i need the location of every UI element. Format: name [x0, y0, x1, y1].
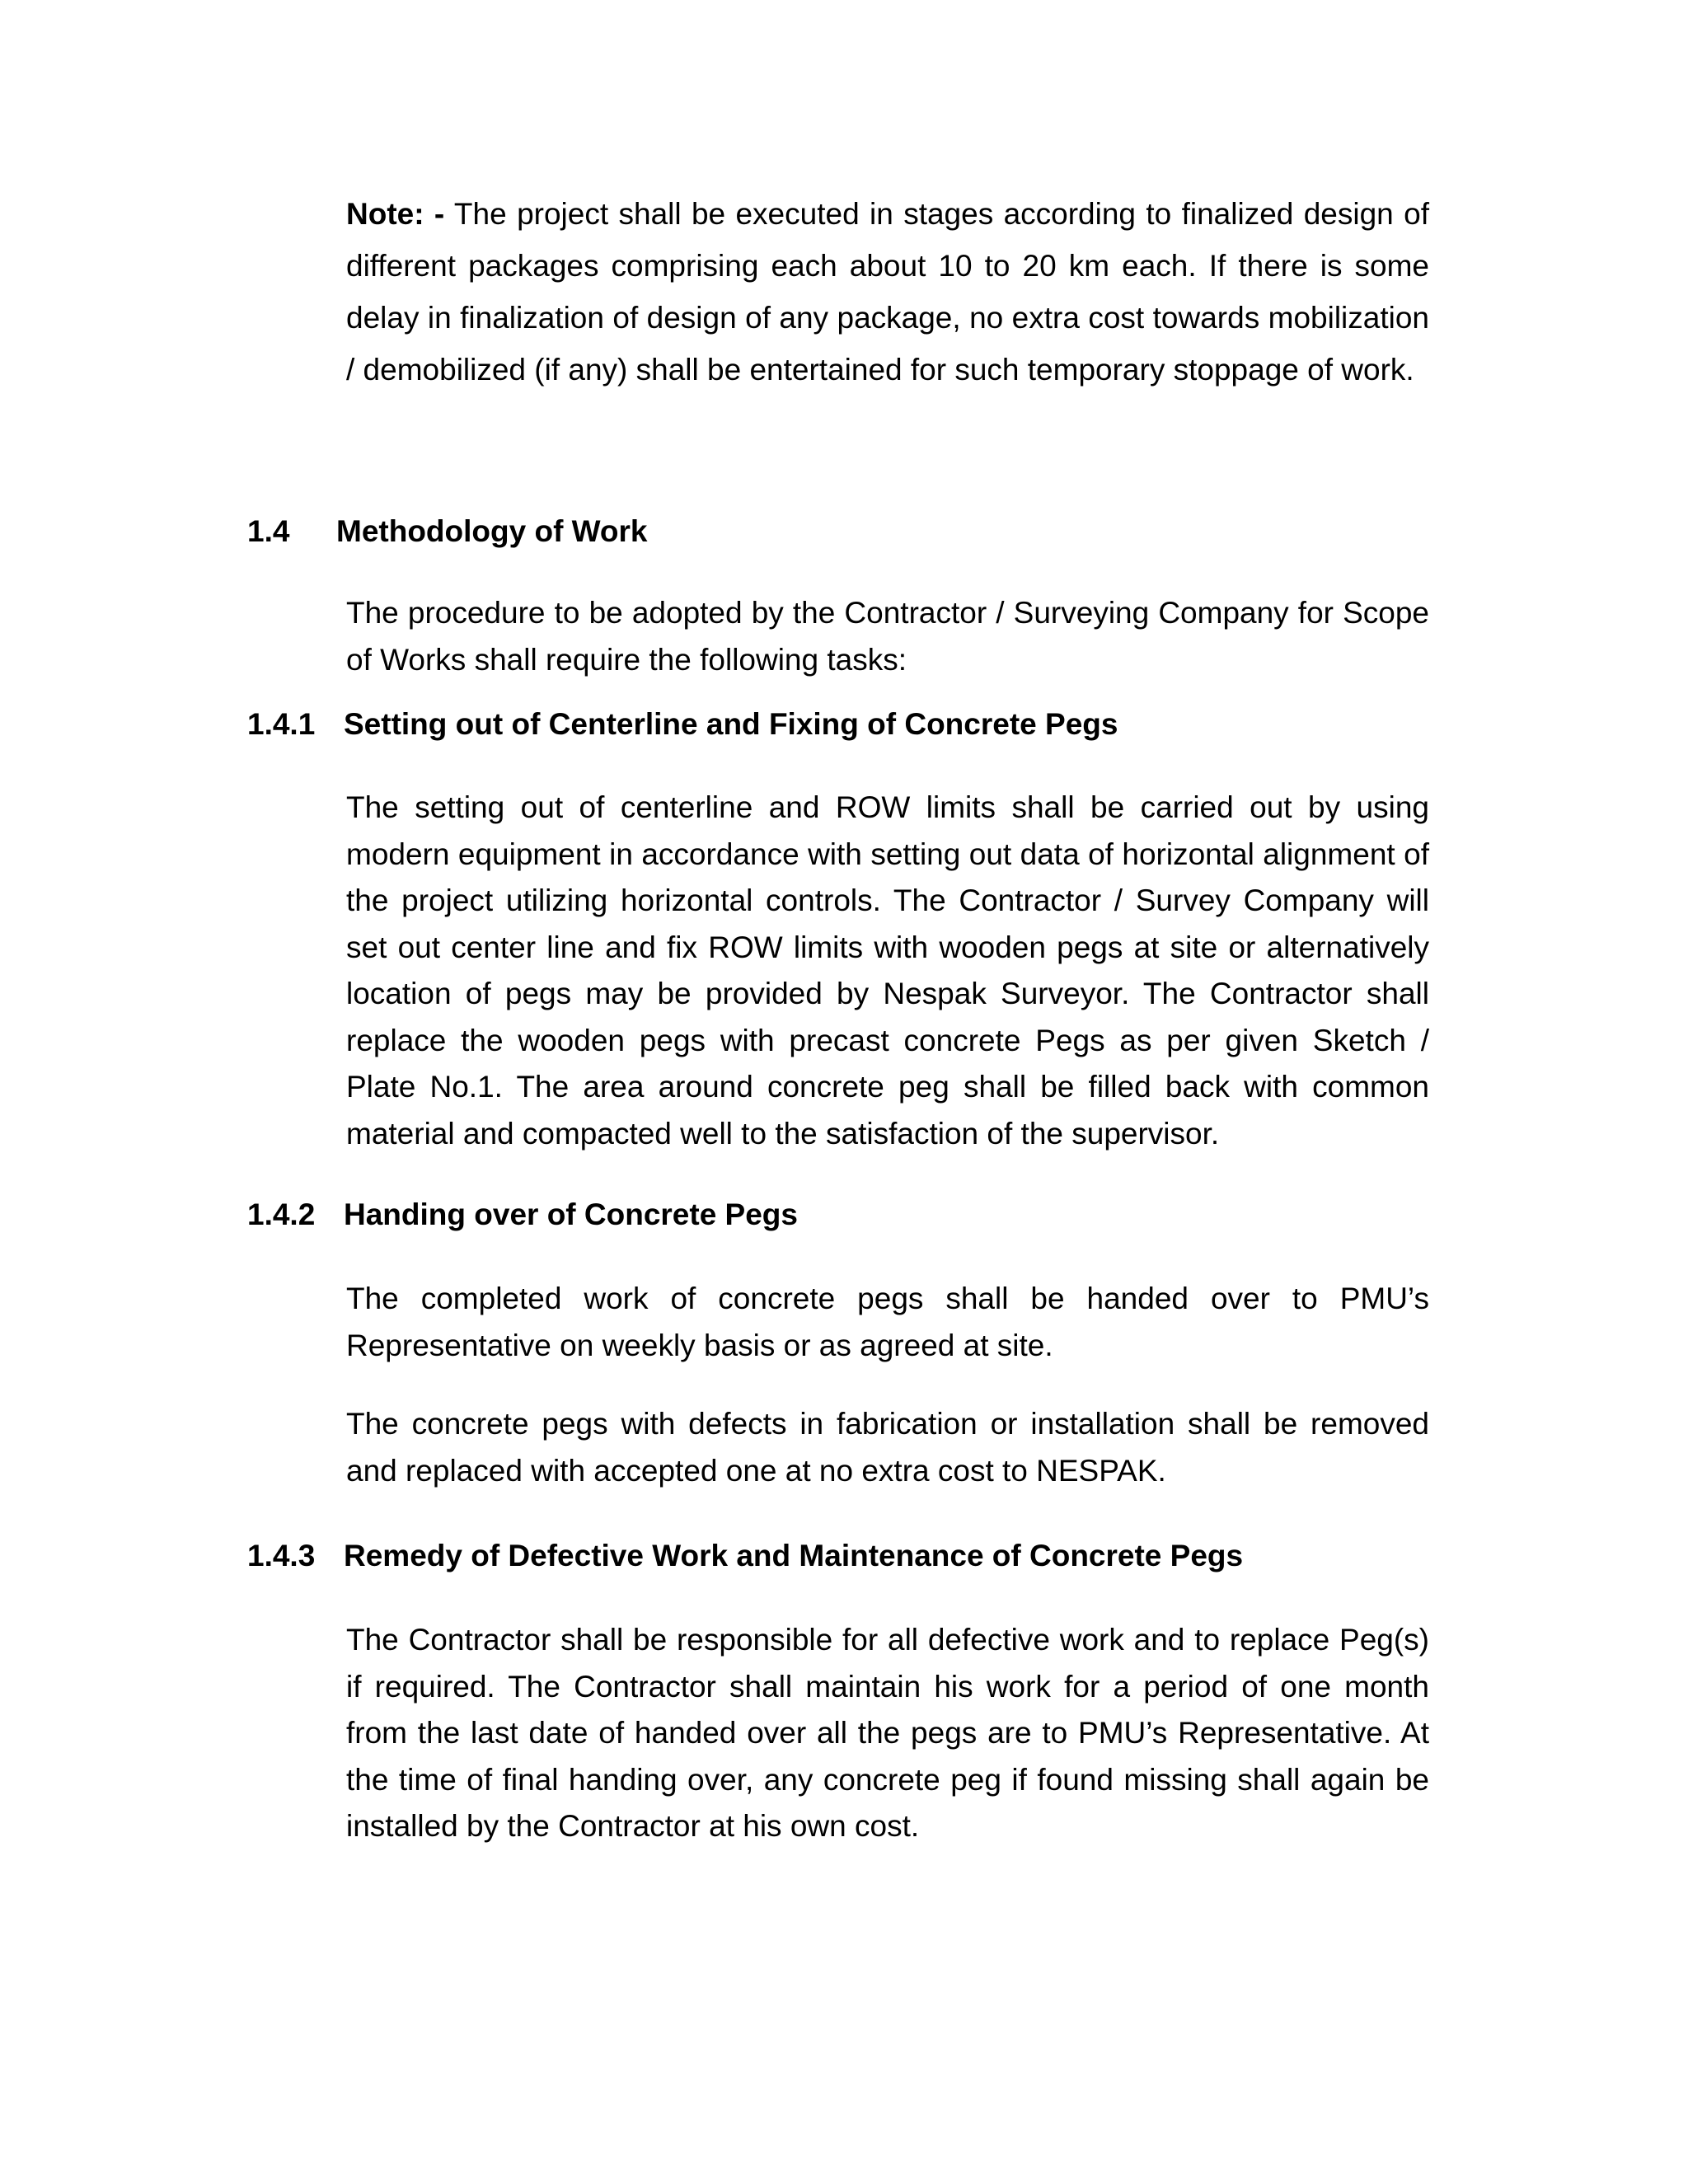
section-1-4-intro: The procedure to be adopted by the Contractor / Surveying Company for Scope of Works shall require the following tasks: [346, 596, 1429, 677]
section-title: Remedy of Defective Work and Maintenance of Concrete Pegs [344, 1539, 1244, 1572]
section-number: 1.4 [247, 514, 290, 548]
section-1-4-1-heading [247, 706, 1118, 743]
section-1-4-3-body: The Contractor shall be responsible for all defective work and to replace Peg(s) if required. The Contractor shall maintain his work for a period of one month from the last date of handed over all the pegs are to PMU’s Representative. At the time of final handing over, any concrete peg if found missing shall again be installed by the Contractor at his own cost. [346, 1623, 1429, 1843]
section-title: Handing over of Concrete Pegs [344, 1197, 798, 1231]
section-title: Methodology of Work [336, 514, 648, 548]
section-1-4-2-body-1: The completed work of concrete pegs shall be handed over to PMU’s Representative on weekly basis or as agreed at site. [346, 1282, 1429, 1362]
section-number: 1.4.1 [247, 707, 316, 741]
section-1-4-2-heading [247, 1197, 798, 1233]
section-number: 1.4.2 [247, 1197, 316, 1231]
section-title: Setting out of Centerline and Fixing of Concrete Pegs [344, 707, 1118, 741]
section-1-4-3-heading [247, 1538, 1244, 1574]
section-number: 1.4.3 [247, 1539, 316, 1572]
note-label: Note: - [346, 197, 445, 231]
note-text: The project shall be executed in stages according to finalized design of different packages comprising each about 10 to 20 km each. If there is some delay in finalization of design of any package, no extra cost towards mobilization / demobilized (if any) shall be entertained for such temporary stoppage of work. [346, 197, 1429, 387]
section-1-4-heading [247, 513, 648, 550]
section-1-4-1-body: The setting out of centerline and ROW limits shall be carried out by using modern equipment in accordance with setting out data of horizontal alignment of the project utilizing horizontal controls. The Contractor / Survey Company will set out center line and fix ROW limits with wooden pegs at site or alternatively location of pegs may be provided by Nespak Surveyor. The Contractor shall replace the wooden pegs with precast concrete Pegs as per given Sketch / Plate No.1. The area around concrete peg shall be filled back with common material and compacted well to the satisfaction of the supervisor. [346, 790, 1429, 1151]
section-1-4-2-body-2: The concrete pegs with defects in fabrication or installation shall be removed and replaced with accepted one at no extra cost to NESPAK. [346, 1407, 1429, 1488]
note-paragraph [346, 188, 1429, 396]
